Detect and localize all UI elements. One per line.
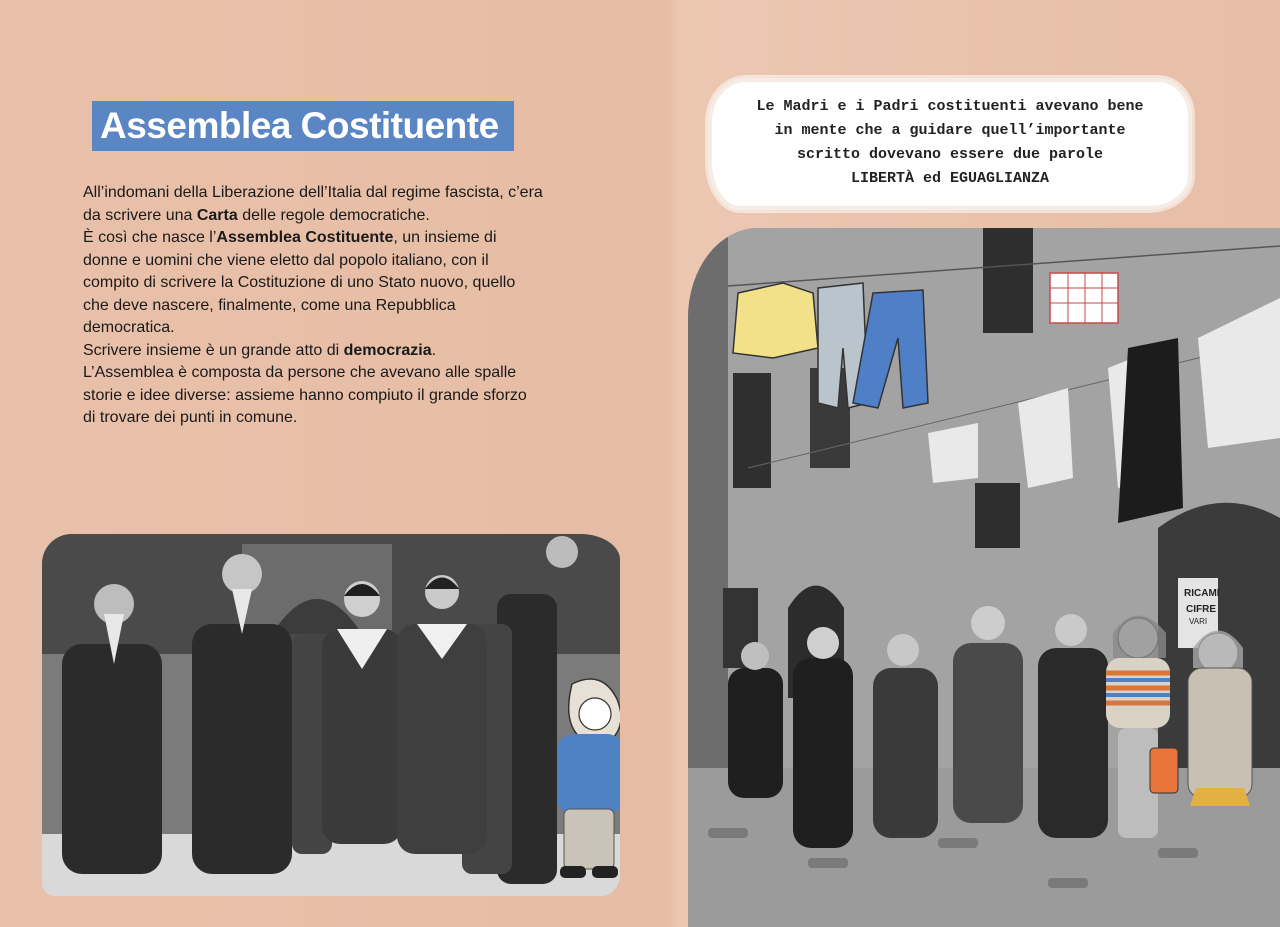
text-span: delle regole democratiche. [237,206,430,224]
quote-line: scritto dovevano essere due parole [796,146,1104,163]
quote-line: in mente che a guidare quell’importante [774,122,1126,139]
text-span: È così che nasce l’ [83,229,217,246]
paragraph-carta [83,182,543,227]
shop-sign-line2: CIFRE [1186,604,1216,615]
bold-carta: Carta [196,206,238,224]
photo-children-street [688,228,1280,927]
text-span: . [431,341,437,359]
body-text [83,182,543,430]
paragraph-composizione: L’Assemblea è composta da persone che avevano alle spalle storie e idee diverse: assieme hanno compiuto il grande sforzo di trovare dei punti in comune. [83,364,527,426]
text-span: All’indomani della Liberazione dell’Italia dal regime fascista, c’era da scrivere una [83,184,543,224]
title-banner [92,101,514,151]
photo-street-illustration [688,228,1280,927]
bold-assemblea-costituente: Assemblea Costituente [216,229,394,246]
bold-democrazia: democrazia [343,341,432,359]
quote-line-highlight: LIBERTÀ ed EGUAGLIANZA [850,170,1050,187]
shop-sign-line1: RICAMI [1184,588,1220,599]
page-title: Assemblea Costituente [100,105,499,146]
shop-sign-line3: VARI [1189,617,1208,626]
quote-line: Le Madri e i Padri costituenti avevano bene [756,98,1144,115]
paragraph-assemblea [83,227,543,340]
quote-text [712,95,1188,191]
photo-assembly-members [42,534,620,896]
text-span: Scrivere insieme è un grande atto di [83,341,344,359]
photo-assembly-illustration [42,534,620,896]
quote-box [712,82,1188,206]
text-span: , un insieme di donne e uomini che viene eletto dal popolo italiano, con il compito di scrivere la Costituzione di uno Stato nuovo, quello che deve nascere, finalmente, come una Repubblica democratica. [83,229,516,336]
paragraph-democrazia [83,340,543,363]
